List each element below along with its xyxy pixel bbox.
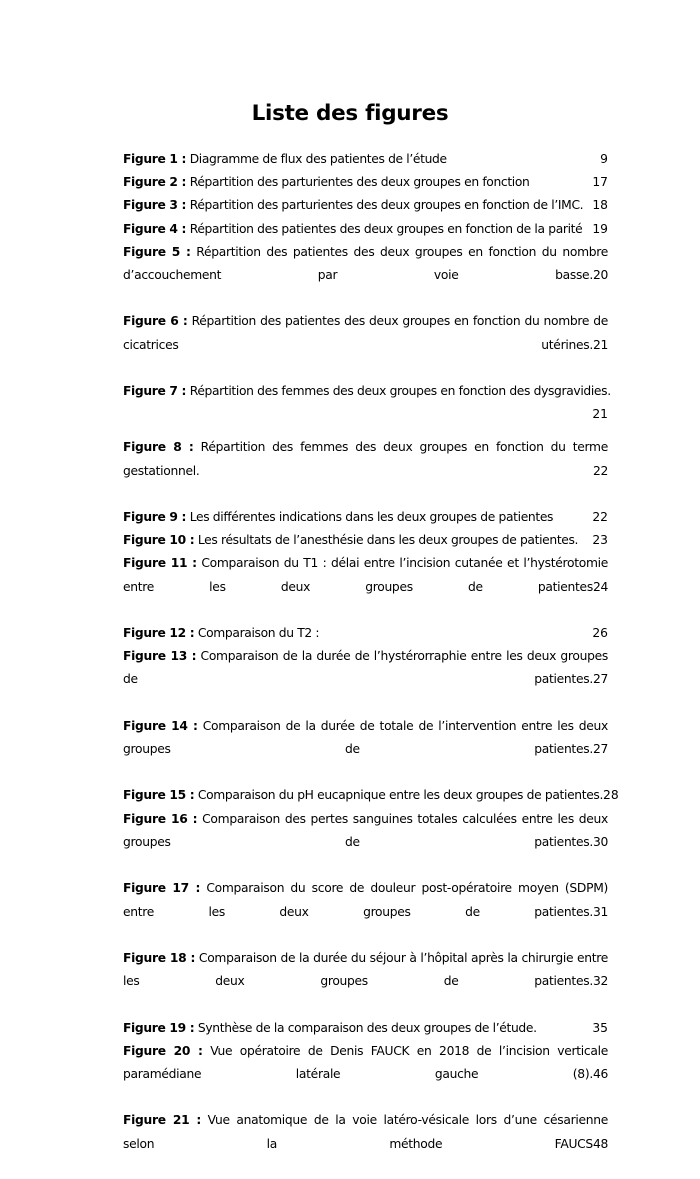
figure-entry-21[interactable] bbox=[123, 1109, 608, 1179]
figure-caption: Vue opératoire de Denis FAUCK en 2018 de l’incision verticale paramédiane latérale gauche (8). bbox=[123, 1043, 608, 1081]
figure-label: Figure 1 : bbox=[123, 152, 187, 166]
figure-label: Figure 7 : bbox=[123, 384, 187, 399]
figure-label: Figure 11 : bbox=[123, 556, 197, 571]
figure-page-number: 27 bbox=[592, 672, 608, 687]
figure-entry-16[interactable] bbox=[123, 808, 608, 878]
figure-page-number: 31 bbox=[592, 904, 608, 919]
figure-label: Figure 18 : bbox=[123, 950, 196, 965]
figure-entry-10[interactable] bbox=[123, 529, 608, 552]
figure-entry-5[interactable] bbox=[123, 241, 608, 311]
figure-entry-8[interactable] bbox=[123, 436, 608, 506]
figure-label: Figure 9 : bbox=[123, 510, 187, 525]
figure-entry-9[interactable] bbox=[123, 506, 608, 529]
figure-page-number: 24 bbox=[592, 579, 608, 594]
figure-caption: Comparaison du score de douleur post-opératoire moyen (SDPM) entre les deux groupes de patientes. bbox=[123, 881, 609, 919]
figure-page-number: 22 bbox=[592, 463, 608, 478]
figure-label: Figure 4 : bbox=[123, 221, 187, 236]
figure-label: Figure 14 : bbox=[123, 718, 198, 733]
figure-caption: Répartition des femmes des deux groupes en fonction du terme gestationnel. bbox=[123, 440, 608, 478]
figure-label: Figure 3 : bbox=[123, 198, 187, 213]
figure-label: Figure 15 : bbox=[123, 788, 195, 803]
figure-entry-20[interactable] bbox=[123, 1040, 608, 1110]
figure-caption: Synthèse de la comparaison des deux groupes de l’étude. bbox=[197, 1020, 537, 1035]
figure-label: Figure 10 : bbox=[123, 533, 195, 548]
figure-caption: Diagramme de flux des patientes de l’étude bbox=[189, 152, 447, 166]
figure-entry-7[interactable] bbox=[123, 380, 611, 426]
figure-page-number: 23 bbox=[592, 533, 608, 548]
figure-label: Figure 16 : bbox=[123, 811, 198, 826]
figure-entry-4[interactable] bbox=[123, 218, 608, 241]
figure-label: Figure 13 : bbox=[123, 649, 197, 664]
figure-page-number: 17 bbox=[592, 175, 608, 190]
figure-page-number: 32 bbox=[592, 974, 608, 989]
figure-entry-1[interactable] bbox=[123, 148, 608, 171]
figure-page-number: 46 bbox=[592, 1066, 608, 1081]
figure-page-number: 18 bbox=[592, 198, 608, 213]
figure-caption: Comparaison de la durée du séjour à l’hôpital après la chirurgie entre les deux groupes de patientes. bbox=[123, 950, 609, 989]
figure-caption: Les résultats de l’anesthésie dans les deux groupes de patientes. bbox=[197, 533, 579, 548]
figure-entry-3[interactable] bbox=[123, 194, 608, 217]
figure-label: Figure 19 : bbox=[123, 1020, 195, 1035]
figure-label: Figure 6 : bbox=[123, 314, 188, 329]
figure-page-number: 22 bbox=[592, 510, 608, 525]
figure-page-number: 30 bbox=[592, 834, 608, 849]
figure-caption: Répartition des patientes des deux groupes en fonction du nombre d’accouchement par voie basse. bbox=[123, 244, 608, 283]
figure-entry-13[interactable] bbox=[123, 645, 608, 715]
figure-label: Figure 8 : bbox=[123, 440, 194, 455]
figure-entry-2[interactable] bbox=[123, 171, 608, 194]
figure-entry-14[interactable] bbox=[123, 715, 608, 785]
figure-page-number: 48 bbox=[592, 1136, 608, 1151]
figure-label: Figure 12 : bbox=[123, 626, 195, 641]
figure-page-number: 19 bbox=[592, 221, 608, 236]
figure-caption: Comparaison de la durée de totale de l’intervention entre les deux groupes de patientes. bbox=[123, 718, 608, 757]
figure-label: Figure 2 : bbox=[123, 175, 187, 190]
figure-caption: Vue anatomique de la voie latéro-vésicale lors d’une césarienne selon la méthode FAUCS bbox=[123, 1113, 608, 1151]
figure-page-number: 21 bbox=[592, 407, 608, 422]
figure-caption: Répartition des femmes des deux groupes en fonction des dysgravidies. bbox=[189, 384, 611, 399]
figure-caption: Comparaison des pertes sanguines totales calculées entre les deux groupes de patientes. bbox=[123, 811, 609, 849]
figure-entry-19[interactable] bbox=[123, 1017, 608, 1040]
figure-label: Figure 21 : bbox=[123, 1113, 201, 1128]
figure-caption: Répartition des patientes des deux groupes en fonction du nombre de cicatrices utérines. bbox=[123, 314, 608, 352]
figure-page-number: 21 bbox=[592, 337, 608, 352]
figure-page-number: 35 bbox=[592, 1020, 608, 1035]
figure-entry-12[interactable] bbox=[123, 622, 608, 645]
figure-label: Figure 17 : bbox=[123, 881, 201, 896]
figure-page-number: 26 bbox=[592, 626, 608, 641]
figure-caption: Comparaison de la durée de l’hystérorraphie entre les deux groupes de patientes. bbox=[123, 649, 609, 687]
figure-caption: Répartition des parturientes des deux groupes en fonction bbox=[189, 175, 530, 190]
figure-page-number: 9 bbox=[600, 152, 608, 166]
figure-caption: Comparaison du T2 : bbox=[197, 626, 320, 641]
figure-page-number: 20 bbox=[592, 268, 608, 283]
figure-caption: Comparaison du pH eucapnique entre les deux groupes de patientes. bbox=[197, 788, 604, 803]
figure-entry-11[interactable] bbox=[123, 552, 608, 622]
page-title: Liste des figures bbox=[251, 101, 449, 126]
figure-label: Figure 20 : bbox=[123, 1043, 203, 1058]
figure-label: Figure 5 : bbox=[123, 244, 191, 259]
figure-caption: Comparaison du T1 : délai entre l’incision cutanée et l’hystérotomie entre les deux groupes de patientes bbox=[123, 556, 609, 594]
figure-caption: Répartition des patientes des deux groupes en fonction de la parité bbox=[189, 221, 583, 236]
figure-caption: Répartition des parturientes des deux groupes en fonction de l’IMC. bbox=[189, 198, 584, 213]
figure-entry-17[interactable] bbox=[123, 877, 608, 947]
figure-entry-18[interactable] bbox=[123, 947, 608, 1017]
figure-page-number: 28 bbox=[603, 788, 619, 803]
figure-caption: Les différentes indications dans les deux groupes de patientes bbox=[189, 510, 554, 525]
figure-page-number: 27 bbox=[592, 742, 608, 757]
figure-list bbox=[123, 148, 619, 1179]
figure-entry-6[interactable] bbox=[123, 310, 608, 380]
figure-entry-15[interactable] bbox=[123, 784, 619, 807]
